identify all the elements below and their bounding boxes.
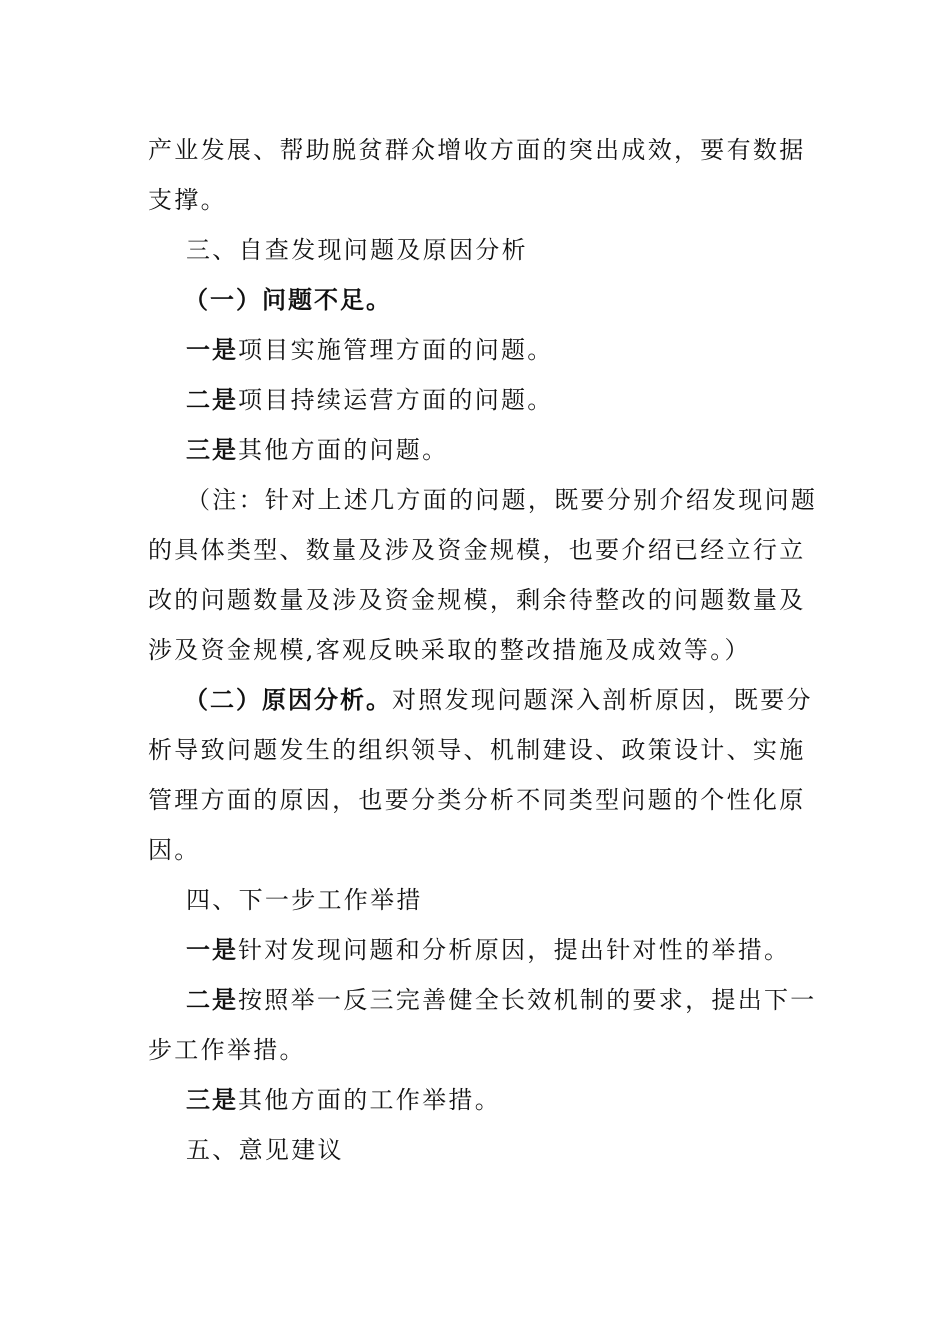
list-item — [186, 384, 554, 416]
section-heading-4: 四、下一步工作举措 — [186, 886, 423, 914]
paragraph-line: 因。 — [148, 836, 201, 864]
list-item-text: 按照举一反三完善健全长效机制的要求，提出下一 — [238, 986, 817, 1014]
note-line: 改的问题数量及涉及资金规模，剩余待整改的问题数量及 — [148, 586, 806, 614]
list-item-lead: 一是 — [186, 336, 238, 364]
subheading-problems: （一）问题不足。 — [184, 286, 392, 314]
list-item — [186, 1084, 501, 1116]
list-item-lead: 二是 — [186, 986, 238, 1014]
list-item-text: 项目持续运营方面的问题。 — [238, 386, 554, 414]
subheading-cause-analysis: （二）原因分析。 — [184, 686, 392, 714]
section-heading-5: 五、意见建议 — [186, 1136, 344, 1164]
note-line: 涉及资金规模,客观反映采取的整改措施及成效等。） — [148, 636, 751, 664]
note-line: （注：针对上述几方面的问题，既要分别介绍发现问题 — [186, 486, 818, 514]
paragraph-line: 析导致问题发生的组织领导、机制建设、政策设计、实施 — [148, 736, 806, 764]
paragraph-line: 步工作举措。 — [148, 1036, 306, 1064]
paragraph-line: 支撑。 — [148, 186, 227, 214]
paragraph-line: 产业发展、帮助脱贫群众增收方面的突出成效，要有数据 — [148, 136, 806, 164]
list-item-text: 其他方面的工作举措。 — [238, 1086, 501, 1114]
list-item-text: 其他方面的问题。 — [238, 436, 449, 464]
list-item-lead: 三是 — [186, 436, 238, 464]
list-item — [186, 984, 817, 1016]
list-item — [186, 934, 790, 966]
list-item-lead: 一是 — [186, 936, 238, 964]
list-item — [186, 434, 448, 466]
cause-analysis-line — [184, 684, 813, 716]
list-item-text: 项目实施管理方面的问题。 — [238, 336, 554, 364]
paragraph-text: 对照发现问题深入剖析原因，既要分 — [392, 686, 813, 714]
list-item-text: 针对发现问题和分析原因，提出针对性的举措。 — [238, 936, 791, 964]
paragraph-line: 管理方面的原因，也要分类分析不同类型问题的个性化原 — [148, 786, 806, 814]
note-line: 的具体类型、数量及涉及资金规模，也要介绍已经立行立 — [148, 536, 806, 564]
section-heading-3: 三、自查发现问题及原因分析 — [186, 236, 528, 264]
list-item — [186, 334, 554, 366]
list-item-lead: 二是 — [186, 386, 238, 414]
list-item-lead: 三是 — [186, 1086, 238, 1114]
